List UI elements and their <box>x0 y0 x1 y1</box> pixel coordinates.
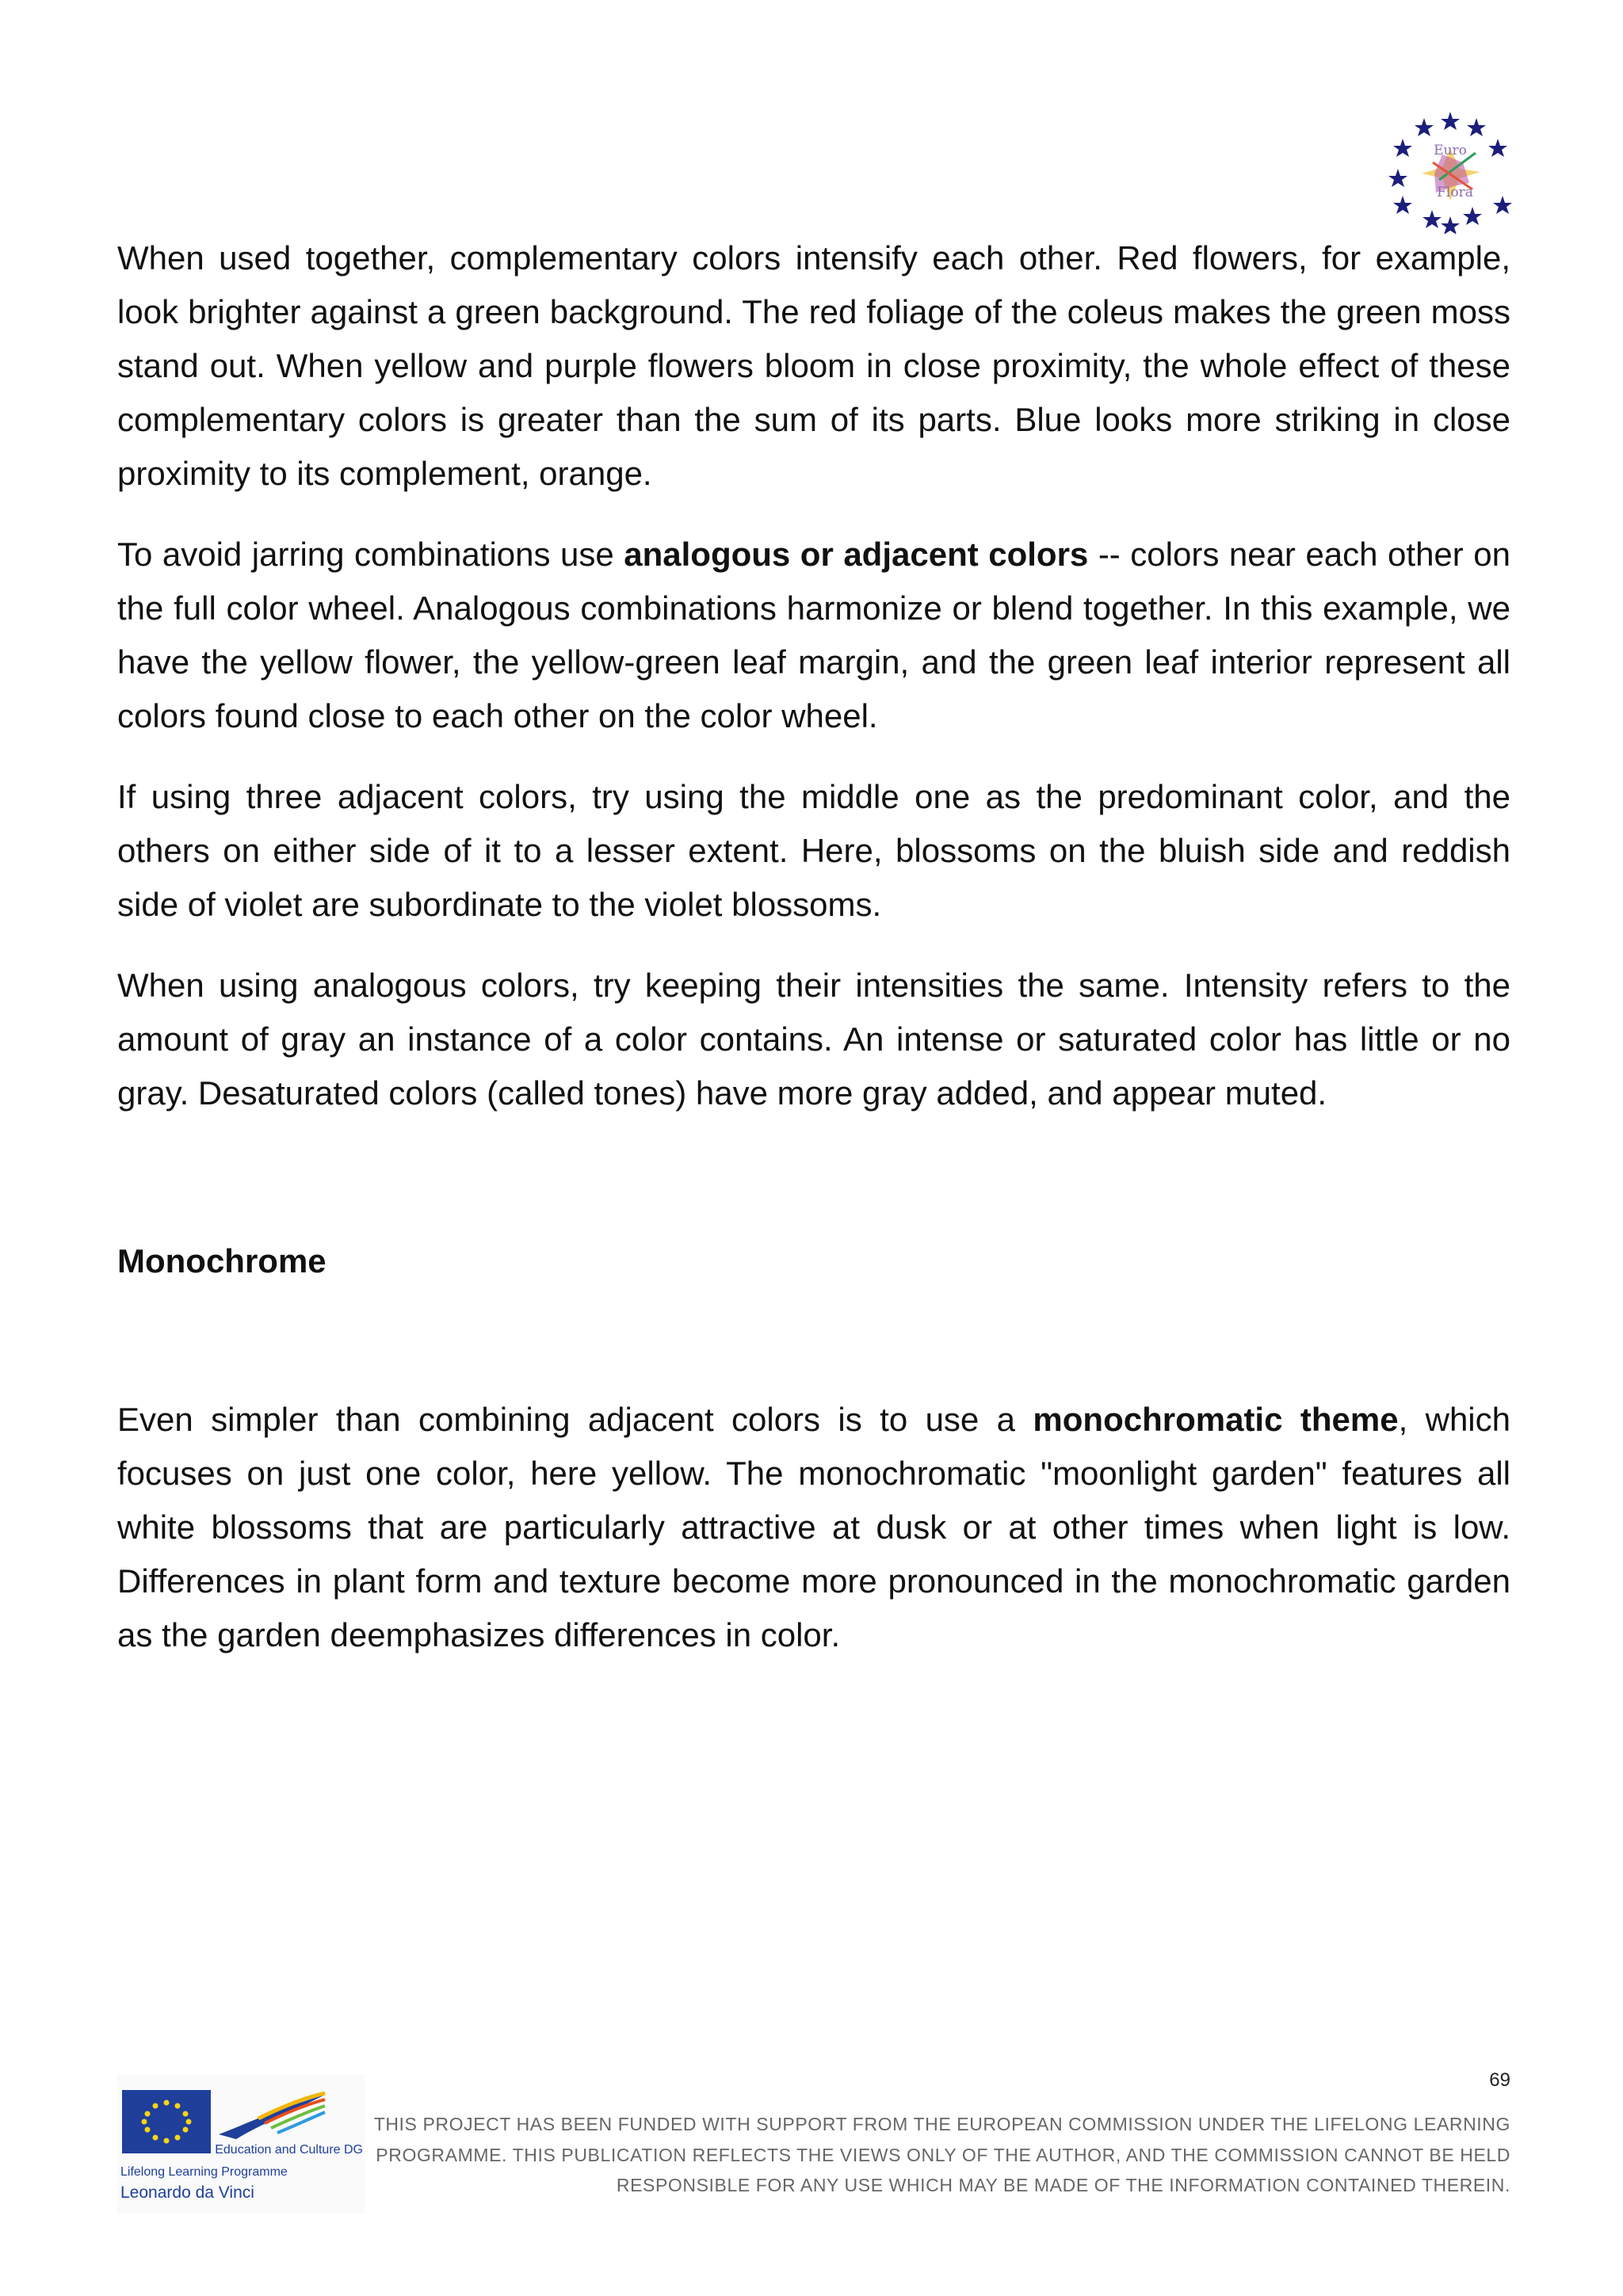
paragraph-monochromatic-theme <box>117 1393 1510 1662</box>
disclaimer-line: PROGRAMME. THIS PUBLICATION REFLECTS THE VIEWS ONLY OF THE AUTHOR, AND THE COMMISSION CANNOT BE HELD <box>376 2144 1510 2165</box>
euroflora-logo-icon <box>1387 107 1514 234</box>
paragraph-analogous-colors <box>117 528 1510 743</box>
bold-term-analogous: analogous or adjacent colors <box>624 536 1089 573</box>
programme-label: Lifelong Learning Programme <box>120 2165 288 2179</box>
eu-flag-icon <box>122 2090 211 2153</box>
disclaimer-line: RESPONSIBLE FOR ANY USE WHICH MAY BE MADE OF THE INFORMATION CONTAINED THEREIN. <box>616 2175 1510 2195</box>
page-number: 69 <box>1489 2069 1510 2091</box>
paragraph-text: , which focuses on just one color, here yellow. The monochromatic "moonlight garden" features all white blossoms that are particularly attractive at dusk or at other times when light is low. Differences in plant form and texture become more pronounced in the monochromatic garden as the garden deemphasizes differences in color. <box>117 1401 1510 1653</box>
leonardo-label: Leonardo da Vinci <box>120 2183 254 2202</box>
dg-label: Education and Culture DG <box>215 2143 363 2157</box>
funding-disclaimer <box>369 2109 1510 2201</box>
eu-lifelong-learning-logo-icon <box>117 2074 365 2214</box>
logo-flora-text: Flora <box>1437 185 1473 200</box>
paragraph-three-adjacent-colors: If using three adjacent colors, try using the middle one as the predominant color, and the others on either side of it to a lesser extent. Here, blossoms on the bluish side and reddish side of violet are subordinate to the violet blossoms. <box>117 778 1510 923</box>
logo-euro-text: Euro <box>1434 143 1467 158</box>
paragraph-text: Even simpler than combining adjacent colors is to use a <box>117 1401 1033 1438</box>
paragraph-complementary-colors: When used together, complementary colors intensify each other. Red flowers, for example, look brighter against a green background. The red foliage of the coleus makes the green moss stand out. When yellow and purple flowers bloom in close proximity, the whole effect of these complementary colors is greater than the sum of its parts. Blue looks more striking in close proximity to its complement, orange. <box>117 239 1510 492</box>
paragraph-text: To avoid jarring combinations use <box>117 536 624 573</box>
paragraph-text: -- colors near each other on the full color wheel. Analogous combinations harmonize or blend together. In this example, we have the yellow flower, the yellow-green leaf margin, and the green leaf interior represent all colors found close to each other on the color wheel. <box>117 536 1511 734</box>
section-heading-monochrome: Monochrome <box>117 1242 327 1280</box>
disclaimer-line: THIS PROJECT HAS BEEN FUNDED WITH SUPPORT FROM THE EUROPEAN COMMISSION UNDER THE LIFELONG LEARNING <box>373 2114 1510 2134</box>
document-body <box>117 231 1510 1689</box>
bold-term-monochromatic: monochromatic theme <box>1033 1401 1399 1438</box>
paragraph-intensity: When using analogous colors, try keeping their intensities the same. Intensity refers to the amount of gray an instance of a color contains. An intense or saturated color has little or no gray. Desaturated colors (called tones) have more gray added, and appear muted. <box>117 967 1510 1112</box>
